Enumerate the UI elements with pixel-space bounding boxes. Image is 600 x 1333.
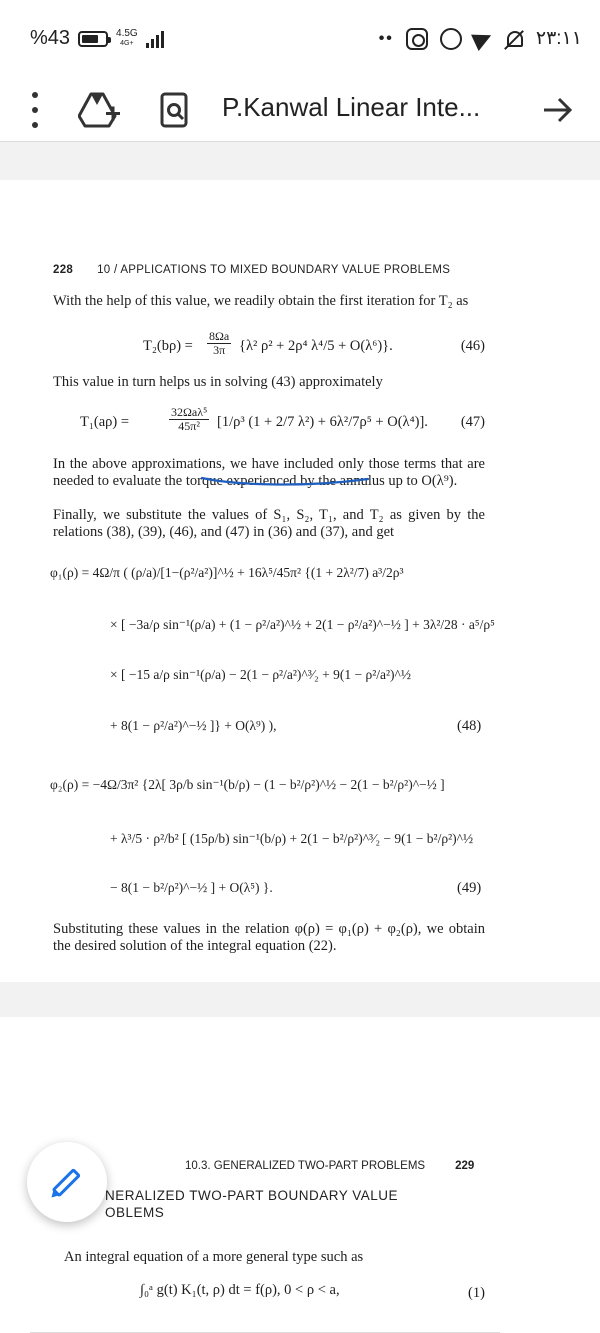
- section-heading: [105, 1187, 398, 1221]
- equation-47-number: (47): [460, 414, 485, 430]
- signal-icon: [146, 30, 164, 48]
- document-page-228[interactable]: [0, 180, 600, 982]
- network-sub-label: 4G+: [120, 39, 134, 47]
- paragraph-3: In the above approximations, we have included only those terms that are needed to evaluate the torque experienced by the annulus up to O(λ⁹).: [53, 456, 485, 489]
- running-head-2: [185, 1160, 474, 1172]
- equation-47: [53, 406, 485, 440]
- status-bar: [0, 0, 600, 78]
- equation-49-line-2: + λ³/5 · ρ²/b² [ (15ρ/b) sin⁻¹(b/ρ) + 2(1 − b²/ρ²)^³⁄₂ − 9(1 − b²/ρ²)^½: [110, 831, 474, 846]
- pencil-icon: [27, 1142, 107, 1222]
- chapter-title: 10 / APPLICATIONS TO MIXED BOUNDARY VALUE PROBLEMS: [97, 264, 451, 276]
- equation-47-lhs: T₁(aρ) =: [80, 414, 130, 430]
- equation-47-factor: 32Ωaλ⁵ 45π²: [171, 405, 208, 433]
- arrow-forward-icon[interactable]: [540, 92, 576, 128]
- equation-47-rhs: [1/ρ³ (1 + 2/7 λ²) + 6λ²/7ρ⁵ + O(λ⁴)].: [217, 414, 428, 430]
- paragraph-4: Finally, we substitute the values of S₁, S₂, T₁, and T₂ as given by the relations (38), (39), (46), and (47) in (36) and (37), and get: [53, 507, 485, 540]
- notification-dots: ••: [378, 29, 394, 47]
- running-head: [53, 264, 450, 276]
- paragraph-5: Substituting these values in the relation φ(ρ) = φ₁(ρ) + φ₂(ρ), we obtain the desired solution of the integral equation (22).: [53, 921, 485, 954]
- battery-icon: [78, 31, 108, 47]
- whatsapp-icon: [440, 28, 462, 50]
- page2-equation-1: ∫₀ᵃ g(t) K₁(t, ρ) dt = f(ρ), 0 < ρ < a,: [140, 1282, 340, 1298]
- mute-icon: [504, 29, 524, 49]
- equation-46-rhs: {λ² ρ² + 2ρ⁴ λ⁴/5 + O(λ⁶)}.: [239, 338, 393, 354]
- section-running-title: 10.3. GENERALIZED TWO-PART PROBLEMS: [185, 1160, 426, 1172]
- network-label: 4.5G: [116, 27, 138, 39]
- status-time: ٢٣:١١: [535, 28, 582, 49]
- telegram-icon: [471, 27, 495, 51]
- annotate-fab-button[interactable]: [27, 1142, 107, 1222]
- app-bar: [0, 78, 600, 142]
- equation-48-line-1: φ₁(ρ) = 4Ω/π ( (ρ/a)/[1−(ρ²/a²)]^½ + 16λ⁵/45π² {(1 + 2λ²/7) a³/2ρ³: [50, 565, 404, 580]
- search-in-doc-icon[interactable]: [160, 92, 188, 128]
- equation-49-number: (49): [457, 880, 482, 896]
- network-type: [116, 29, 138, 49]
- status-right: [379, 27, 582, 50]
- drive-add-icon[interactable]: [78, 90, 122, 130]
- page-number-2: 229: [455, 1160, 475, 1172]
- equation-46: [53, 330, 485, 364]
- more-vert-icon[interactable]: [28, 92, 42, 128]
- equation-48-line-3: × [ −15 a/ρ sin⁻¹(ρ/a) − 2(1 − ρ²/a²)^³⁄₂ + 9(1 − ρ²/a²)^½: [110, 667, 411, 682]
- equation-46-number: (46): [460, 338, 485, 354]
- section-heading-line-2: OBLEMS: [105, 1205, 165, 1220]
- document-title: P.Kanwal Linear Inte...: [222, 92, 481, 122]
- section-heading-line-1: NERALIZED TWO-PART BOUNDARY VALUE: [105, 1188, 399, 1203]
- battery-percent: %43: [30, 27, 71, 49]
- instagram-icon: [406, 28, 428, 50]
- status-left: [30, 27, 164, 50]
- equation-49-line-1: φ₂(ρ) = −4Ω/3π² {2λ[ 3ρ/b sin⁻¹(b/ρ) − (1 − b²/ρ²)^½ − 2(1 − b²/ρ²)^−½ ]: [50, 777, 445, 792]
- page2-paragraph-1: An integral equation of a more general type such as: [64, 1249, 364, 1265]
- equation-46-factor: $\frac{8\Omega a}{3\pi}$: [209, 329, 230, 357]
- page-number: 228: [53, 264, 74, 276]
- equation-48-number: (48): [457, 718, 482, 734]
- equation-48-line-2: × [ −3a/ρ sin⁻¹(ρ/a) + (1 − ρ²/a²)^½ + 2(1 − ρ²/a²)^−½ ] + 3λ²/28 · a⁵/ρ⁵: [110, 617, 495, 632]
- clipped-text-line: [30, 1325, 500, 1333]
- equation-48-line-4: + 8(1 − ρ²/a²)^−½ ]} + O(λ⁹) ),: [110, 718, 277, 733]
- paragraph-2: This value in turn helps us in solving (43) approximately: [53, 374, 383, 390]
- page2-equation-1-number: (1): [468, 1285, 485, 1301]
- equation-46-lhs: T₂(bρ) =: [143, 338, 193, 354]
- paragraph-1: With the help of this value, we readily obtain the first iteration for T₂ as: [53, 293, 469, 309]
- equation-49-line-3: − 8(1 − b²/ρ²)^−½ ] + O(λ⁵) }.: [110, 880, 273, 895]
- pen-underline-annotation: [200, 474, 370, 488]
